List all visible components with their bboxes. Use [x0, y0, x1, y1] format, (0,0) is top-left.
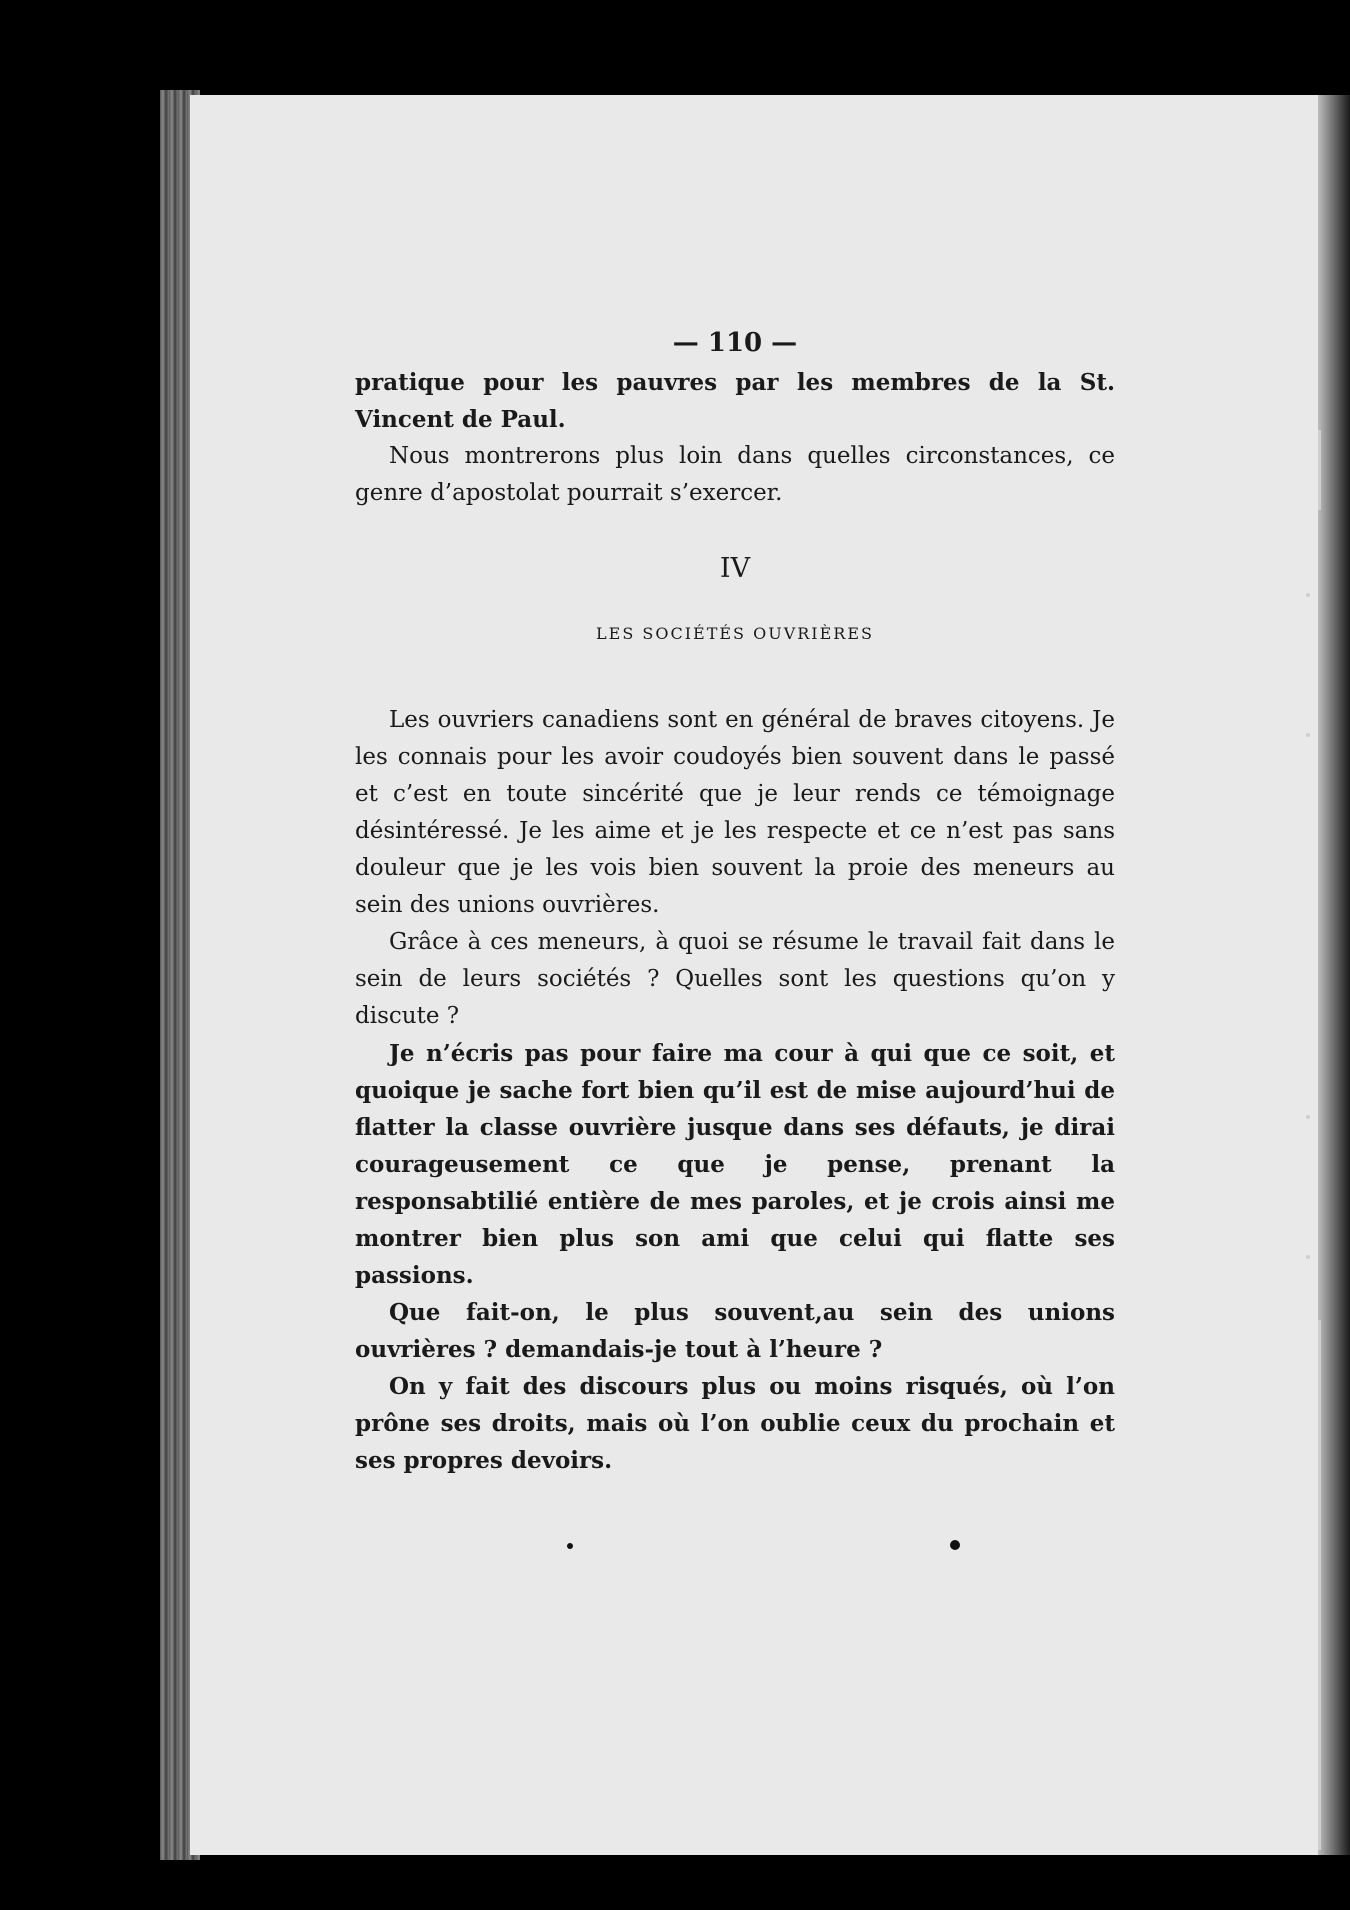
- margin-dot: [1306, 593, 1310, 597]
- page-text-block: [355, 325, 1115, 1479]
- paragraph: Les ouvriers canadiens sont en général de braves citoyens. Je les connais pour les avoir coudoyés bien souvent dans le passé et c’est en toute sincérité que je leur rends ce témoignage désintéressé. Je les aime et je les respecte et ce n’est pas sans douleur que je les vois bien souvent la proie des meneurs au sein des unions ouvrières.: [355, 707, 1115, 918]
- margin-line: [1318, 1320, 1321, 1850]
- paragraph: pratique pour les pauvres par les membres de la St. Vincent de Paul.: [355, 369, 1115, 433]
- margin-line: [1318, 430, 1321, 510]
- paragraph: Nous montrerons plus loin dans quelles circonstances, ce genre d’apostolat pourrait s’exercer.: [355, 443, 1115, 506]
- paragraph: On y fait des discours plus ou moins risqués, où l’on prône ses droits, mais où l’on oublie ceux du prochain et ses propres devoirs.: [355, 1373, 1115, 1474]
- page-number: — 110 —: [672, 328, 798, 358]
- margin-dot: [1306, 1115, 1310, 1119]
- paragraph: Je n’écris pas pour faire ma cour à qui que ce soit, et quoique je sache fort bien qu’il est de mise aujourd’hui de flatter la classe ouvrière jusque dans ses défauts, je dirai courageusement ce que je pense, prenant la responsabtilié entière de mes paroles, et je crois ainsi me montrer bien plus son ami que celui qui flatte ses passions.: [355, 1040, 1115, 1289]
- page-gutter-shadow: [1318, 95, 1350, 1855]
- printer-mark-dot: [950, 1540, 960, 1550]
- margin-dot: [1306, 1255, 1310, 1259]
- section-numeral: IV: [719, 553, 751, 584]
- paragraph: Grâce à ces meneurs, à quoi se résume le travail fait dans le sein de leurs sociétés ? Quelles sont les questions qu’on y discute ?: [355, 929, 1115, 1029]
- paragraph: Que fait-on, le plus souvent,au sein des unions ouvrières ? demandais-je tout à l’heure ?: [355, 1299, 1115, 1363]
- printer-mark-dot: [567, 1543, 573, 1549]
- margin-dot: [1306, 733, 1310, 737]
- section-title: LES SOCIÉTÉS OUVRIÈRES: [596, 624, 874, 643]
